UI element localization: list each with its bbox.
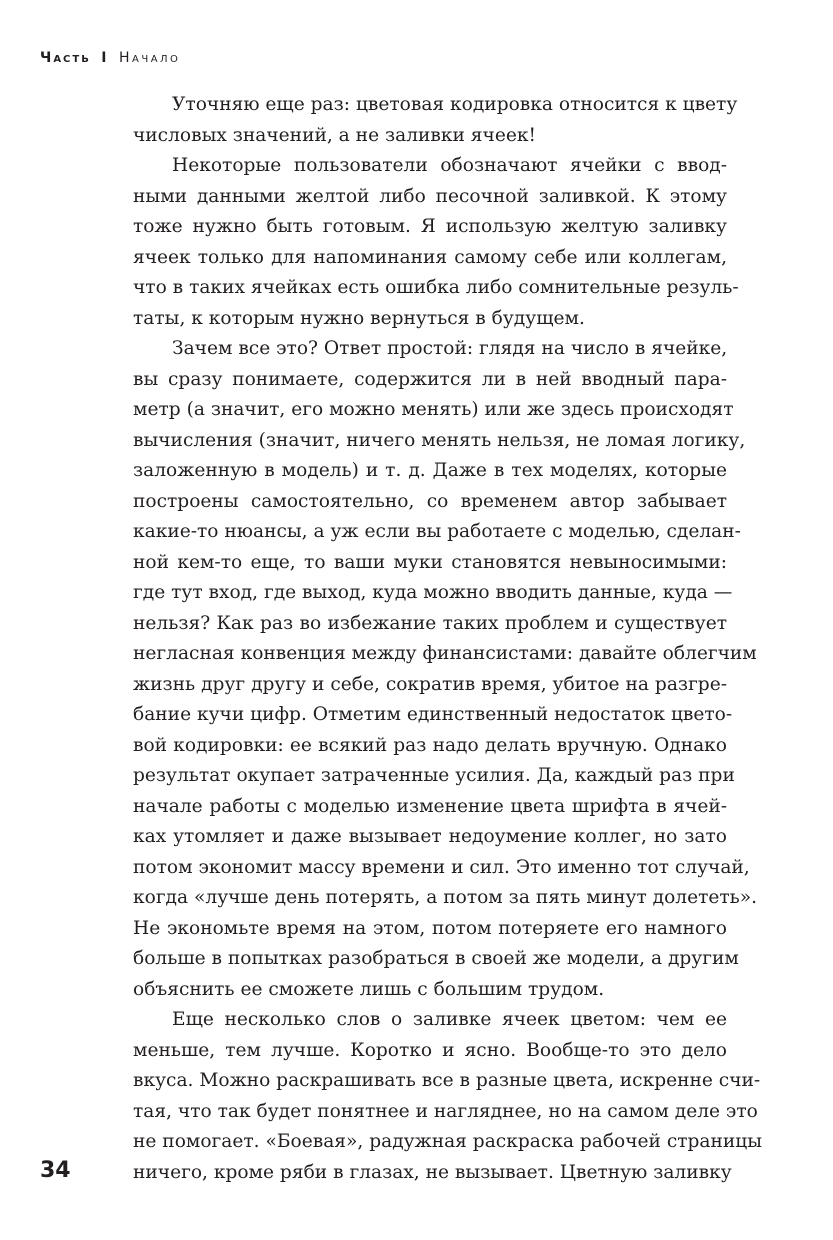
text-line: Зачем все это? Ответ простой: глядя на число в ячейке, [172, 338, 728, 359]
text-line: ничего, кроме ряби в глазах, не вызывает. Цветную заливку [133, 1161, 732, 1183]
text-line: построены самостоятельно, со временем автор забывает [133, 490, 727, 512]
text-line: что в таких ячейках есть ошибка либо сомнительные резуль- [133, 277, 739, 298]
text-line: тая, что так будет понятнее и нагляднее, но на самом деле это [133, 1100, 758, 1122]
text-line: не помогает. «Боевая», радужная раскраска рабочей страницы [133, 1131, 763, 1152]
text-line: результат окупает затраченные усилия. Да, каждый раз при [133, 765, 735, 786]
text-line: нельзя? Как раз во избежание таких проблем и существует [133, 612, 727, 634]
text-line: ной кем-то еще, то ваши муки становятся невыносимыми: [133, 551, 727, 573]
text-line: вычисления (значит, ничего менять нельзя, не ломая логику, [133, 429, 746, 451]
text-line: тоже нужно быть готовым. Я использую желтую заливку [133, 216, 727, 237]
page-number: 34 [40, 1158, 71, 1183]
text-line: Не экономьте время на этом, потом потеряете его намного [133, 917, 727, 939]
text-line: где тут вход, где выход, куда можно вводить данные, куда — [133, 582, 733, 603]
chapter-title: Начало [118, 50, 181, 66]
text-line: вы сразу понимаете, содержится ли в ней вводный пара- [133, 368, 727, 390]
text-line: Некоторые пользователи обозначают ячейки с ввод- [172, 155, 727, 176]
paragraph [133, 1005, 763, 1188]
text-line: жизнь друг другу и себе, сократив время, убитое на разгре- [133, 673, 727, 695]
running-header [40, 50, 180, 66]
paragraph [133, 90, 738, 151]
text-line: метр (а значит, его можно менять) или же здесь происходят [133, 399, 734, 420]
text-line: меньше, тем лучше. Коротко и ясно. Вообще-то это дело [133, 1039, 727, 1061]
text-line: больше в попытках разобраться в своей же модели, а другим [133, 948, 739, 969]
text-line: какие-то нюансы, а уж если вы работаете с моделью, сделан- [133, 521, 741, 542]
text-line: вкуса. Можно раскрашивать все в разные цвета, искренне счи- [133, 1070, 761, 1091]
text-line: Уточняю еще раз: цветовая кодировка относится к цвету [172, 94, 738, 115]
text-line: объяснить ее сможете лишь с большим трудом. [133, 978, 605, 1000]
text-line: ках утомляет и даже вызывает недоумение коллег, но зато [133, 826, 727, 847]
part-number: I [101, 50, 109, 66]
paragraph [133, 151, 739, 334]
text-line: вой кодировки: ее всякий раз надо делать вручную. Однако [133, 734, 727, 756]
text-line: бание кучи цифр. Отметим единственный недостаток цвето- [133, 704, 733, 725]
part-label: Часть [40, 50, 91, 66]
text-line: начале работы с моделью изменение цвета шрифта в ячей- [133, 795, 727, 817]
text-line: числовых значений, а не заливки ячеек! [133, 124, 536, 146]
paragraph [133, 334, 758, 1005]
text-line: заложенную в модель) и т. д. Даже в тех моделях, которые [133, 460, 727, 481]
text-line: ячеек только для напоминания самому себе или коллегам, [133, 246, 727, 268]
text-line: таты, к которым нужно вернуться в будущем. [133, 307, 585, 329]
text-line: Еще несколько слов о заливке ячеек цветом: чем ее [172, 1009, 727, 1030]
body-text [133, 90, 763, 1188]
text-line: потом экономит массу времени и сил. Это именно тот случай, [133, 856, 750, 878]
text-line: ными данными желтой либо песочной заливкой. К этому [133, 185, 727, 207]
text-line: негласная конвенция между финансистами: давайте облегчим [133, 643, 757, 664]
text-line: когда «лучше день потерять, а потом за пять минут долететь». [133, 887, 758, 908]
